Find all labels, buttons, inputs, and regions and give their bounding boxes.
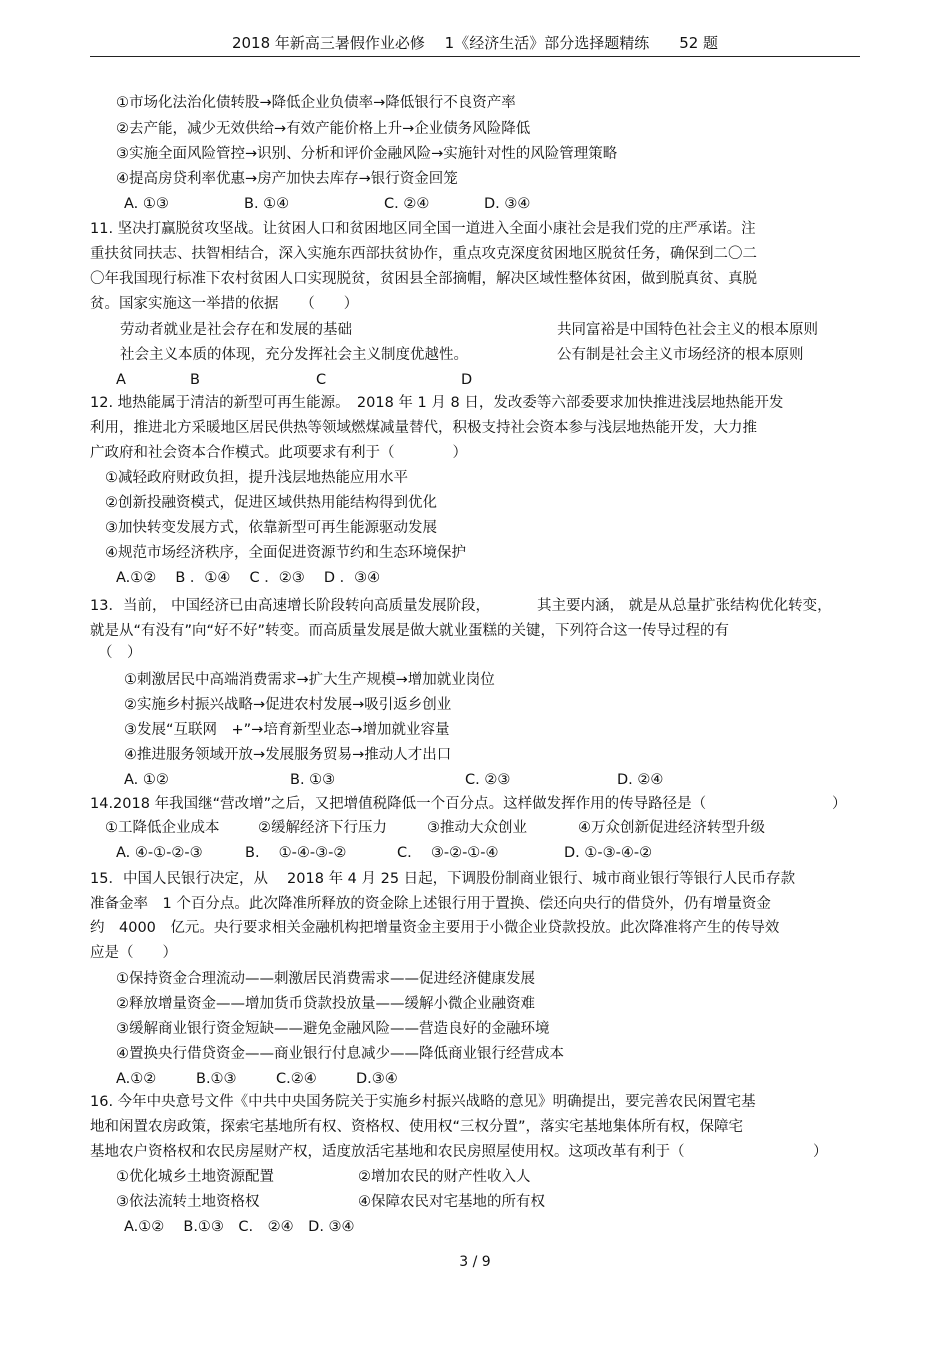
q12-option-3: ③加快转变发展方式，依靠新型可再生能源驱动发展 [105,520,437,536]
q16-option-4: ④保障农民对宅基地的所有权 [358,1194,545,1210]
q16-option-1: ①优化城乡土地资源配置 [116,1169,274,1185]
q13-answer-b: B. ①③ [290,772,336,788]
q15-option-4: ④置换央行借贷资金——商业银行付息减少——降低商业银行经营成本 [116,1046,564,1062]
q11-answer-a: A [116,372,126,388]
q11-option-2: 共同富裕是中国特色社会主义的根本原则 [557,322,818,338]
q15-stem-line-2: 准备金率 1 个百分点。此次降准所释放的资金除上述银行用于置换、偿还向央行的借贷外，仍有增量资金 [90,896,771,912]
q10-answer-d: D. ③④ [484,196,531,212]
q13-answer-d: D. ②④ [617,772,664,788]
q11-answer-d: D [461,372,473,388]
q11-answer-b: B [190,372,200,388]
q11-stem-line-3: 〇年我国现行标准下农村贫困人口实现脱贫，贫困县全部摘帽，解决区域性整体贫困，做到脱真贫、真脱 [90,271,757,287]
q11-stem-line-2: 重扶贫同扶志、扶智相结合，深入实施东西部扶贫协作，重点攻克深度贫困地区脱贫任务，确保到二〇二 [90,246,757,262]
q15-stem-line-3: 约 4000 亿元。央行要求相关金融机构把增量资金主要用于小微企业贷款投放。此次降准将产生的传导效 [90,920,780,936]
q12-answers: A.①② B ．①④ C ．②③ D ．③④ [116,570,381,586]
q12-stem-line-1: 12. 地热能属于清洁的新型可再生能源。 2018 年 1 月 8 日，发改委等六部委要求加快推进浅层地热能开发 [90,395,784,411]
q14-option-1: ①工降低企业成本 [105,820,220,836]
q15-stem-line-4: 应是（ ） [90,945,177,961]
q14-option-3: ③推动大众创业 [427,820,527,836]
q16-stem-line-3: 基地农户资格权和农民房屋财产权，适度放活宅基地和农民房照屋使用权。这项改革有利于（ [90,1144,685,1160]
q13-option-4: ④推进服务领域开放→发展服务贸易→推动人才出口 [124,747,452,763]
q14-answer-a: A. ④-①-②-③ [116,845,203,861]
q13-option-3: ③发展“互联网 +”→培育新型业态→增加就业容量 [124,722,450,738]
q10-option-3: ③实施全面风险管控→识别、分析和评价金融风险→实施针对性的风险管理策略 [116,146,618,162]
q14-answer-d: D. ①-③-④-② [564,845,653,861]
q14-stem-line-1: 14.2018 年我国继“营改增”之后，又把增值税降低一个百分点。这样做发挥作用的传导路径是（ [90,796,707,812]
q11-option-3: 社会主义本质的体现，充分发挥社会主义制度优越性。 [120,347,468,363]
q12-option-4: ④规范市场经济秩序，全面促进资源节约和生态环境保护 [105,545,466,561]
q13-answer-c: C. ②③ [465,772,511,788]
q15-answer-a: A.①② [116,1071,157,1087]
q11-answer-c: C [316,372,327,388]
q10-option-4: ④提高房贷利率优惠→房产加快去库存→银行资金回笼 [116,171,458,187]
q11-option-4: 公有制是社会主义市场经济的根本原则 [557,347,804,363]
q10-option-2: ②去产能，减少无效供给→有效产能价格上升→企业债务风险降低 [116,121,531,137]
q12-stem-line-3: 广政府和社会资本合作模式。此项要求有利于（ ） [90,445,467,461]
q13-stem-line-1b: 其主要内涵， 就是从总量扩张结构优化转变， [537,598,832,614]
q13-stem-line-1a: 13．当前， 中国经济已由高速增长阶段转向高质量发展阶段， [90,598,491,614]
q12-stem-line-2: 利用，推进北方采暖地区居民供热等领域燃煤减量替代，积极支持社会资本参与浅层地热能开发，大力推 [90,420,757,436]
q11-stem-line-4: 贫。国家实施这一举措的依据 （ ） [90,296,359,312]
q15-answer-b: B.①③ [196,1071,237,1087]
q15-answer-d: D.③④ [356,1071,398,1087]
q12-option-1: ①减轻政府财政负担，提升浅层地热能应用水平 [105,470,408,486]
q16-stem-paren-close: ） [813,1144,828,1160]
q15-answer-c: C.②④ [276,1071,317,1087]
q13-stem-line-2: 就是从“有没有”向“好不好”转变。而高质量发展是做大就业蛋糕的关键，下列符合这一传导过程的有 [90,623,730,639]
q13-stem-line-3: （ ） [98,645,142,661]
q13-option-2: ②实施乡村振兴战略→促进农村发展→吸引返乡创业 [124,697,452,713]
q16-option-3: ③依法流转土地资格权 [116,1194,260,1210]
q15-option-1: ①保持资金合理流动——刺激居民消费需求——促进经济健康发展 [116,971,535,987]
q16-stem-line-2: 地和闲置农房政策，探索宅基地所有权、资格权、使用权“三权分置”，落实宅基地集体所有权，保障宅 [90,1119,744,1135]
q16-answers: A.①② B.①③ C. ②④ D. ③④ [124,1219,355,1235]
q13-answer-a: A. ①② [124,772,169,788]
q14-answer-c: C. ③-②-①-④ [397,845,499,861]
page-header: 2018 年新高三暑假作业必修 1《经济生活》部分选择题精练 52 题 [90,30,860,57]
q14-option-4: ④万众创新促进经济转型升级 [578,820,765,836]
q13-option-1: ①刺激居民中高端消费需求→扩大生产规模→增加就业岗位 [124,672,495,688]
q11-option-1: 劳动者就业是社会存在和发展的基础 [120,322,352,338]
q14-stem-paren-close: ） [832,796,847,812]
q15-option-3: ③缓解商业银行资金短缺——避免金融风险——营造良好的金融环境 [116,1021,550,1037]
q16-stem-line-1: 16. 今年中央意号文件《中共中央国务院关于实施乡村振兴战略的意见》明确提出，要完善农民闲置宅基 [90,1094,756,1110]
q10-answer-c: C. ②④ [384,196,430,212]
q10-answer-b: B. ①④ [244,196,290,212]
q10-answer-a: A. ①③ [124,196,169,212]
page-number: 3 / 9 [459,1254,491,1270]
q15-option-2: ②释放增量资金——增加货币贷款投放量——缓解小微企业融资难 [116,996,535,1012]
q11-stem-line-1: 11. 坚决打赢脱贫攻坚战。让贫困人口和贫困地区同全国一道进入全面小康社会是我们党的庄严承诺。注 [90,221,756,237]
q15-stem-line-1: 15．中国人民银行决定，从 2018 年 4 月 25 日起，下调股份制商业银行、城市商业银行等银行人民币存款 [90,871,796,887]
q14-answer-b: B. ①-④-③-② [245,845,347,861]
q12-option-2: ②创新投融资模式，促进区域供热用能结构得到优化 [105,495,437,511]
q16-option-2: ②增加农民的财产性收入人 [358,1169,531,1185]
q10-option-1: ①市场化法治化债转股→降低企业负债率→降低银行不良资产率 [116,95,516,111]
q14-option-2: ②缓解经济下行压力 [258,820,387,836]
